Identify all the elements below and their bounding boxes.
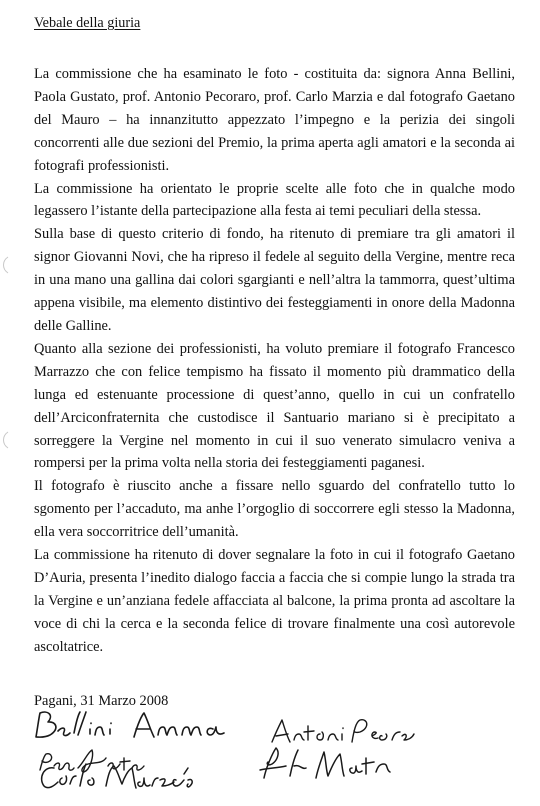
signature-gaetano-del-mauro — [256, 738, 416, 786]
paragraph: Il fotografo è riuscito anche a fissare nello sguardo del confratello tutto lo sgomento per l’accaduto, ma anhe l’orgoglio di soccorrere egli stesso la Madonna, ella vera soccorritrice dell’umanità. — [34, 478, 515, 541]
paragraph: La commissione che ha esaminato le foto - costituita da: signora Anna Bellini, Paola Gustato, prof. Antonio Pecoraro, prof. Carlo Marzia e dal fotografo Gaetano del Mauro – ha innanzitutto appezzato l’impegno e la perizia dei singoli concorrenti alle due sezioni del Premio, la prima aperta agli amatori e la seconda ai fotografi professionisti. — [34, 66, 515, 174]
paragraph: La commissione ha ritenuto di dover segnalare la foto in cui il fotografo Gaetano D’Auria, presenta l’inedito dialogo faccia a faccia che si compie lungo la strada tra la Vergine e un’anziana fedele affacciata al balcone, la prima pronta ad ascoltare la voce di chi la cerca e la seconda felice di trovare finalmente una così autorevole ascoltatrice. — [34, 547, 515, 655]
scan-edge-mark — [0, 430, 10, 450]
paragraph: Quanto alla sezione dei professionisti, ha voluto premiare il fotografo Francesco Marrazzo che con felice tempismo ha fissato il momento più drammatico della lunga ed estenuante processione di quest’anno, quello in cui un confratello dell’Arciconfraternita che custodisce il Santuario mariano si è precipitato a sorreggere la Vergine nel momento in cui il suo venerato simulacro veniva a rompersi per la prima volta nella storia dei festeggiamenti paganesi. — [34, 340, 515, 472]
place-date: Pagani, 31 Marzo 2008 — [34, 693, 169, 709]
document-title: Vebale della giuria — [34, 15, 141, 31]
signature-carlo-marzia — [36, 758, 206, 794]
signature-bellini-anna — [30, 707, 240, 749]
document-body — [34, 63, 515, 659]
scan-edge-mark — [0, 255, 10, 275]
paragraph: La commissione ha orientato le proprie scelte alle foto che in qualche modo legassero l’istante della partecipazione alla festa ai temi peculiari della stessa. — [34, 180, 515, 220]
paragraph: Sulla base di questo criterio di fondo, ha ritenuto di premiare tra gli amatori il signor Giovanni Novi, che ha ripreso il fedele al seguito della Vergine, mentre reca in una mano una gallina dai colori sgargianti e nell’altra la tammorra, quest’ultima appena visibile, ma elemento distintivo dei festeggiamenti in onore della Madonna delle Galline. — [34, 226, 515, 334]
